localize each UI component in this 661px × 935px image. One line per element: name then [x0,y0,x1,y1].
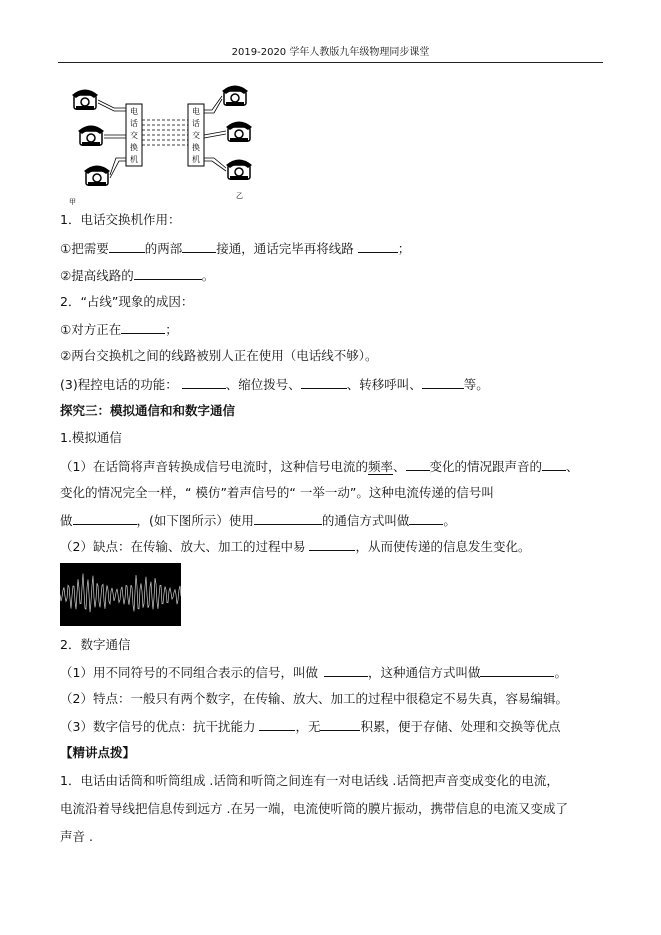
svg-text:交: 交 [192,131,200,140]
telephone-exchange-figure [64,80,274,210]
line-16: （2）特点：一般只有两个数字，在传输、放大、加工的过程中很稳定不易失真，容易编辑。 [60,691,568,706]
line-3: ②提高线路的 。 [60,268,215,283]
switch-left-char: 电 [130,107,138,116]
svg-text:话: 话 [192,119,200,128]
page-header [58,44,603,63]
line-9: 1.模拟通信 [60,430,122,445]
svg-text:电: 电 [192,107,200,116]
line-12: 做 ，(如下图所示）使用 的通信方式叫做 。 [60,513,456,528]
svg-text:换: 换 [192,143,200,152]
line-7: (3)程控电话的功能： 、缩位拨号、 、转移呼叫、 等。 [60,377,489,392]
line-11: 变化的情况完全一样，“ 模仿”着声信号的“ 一举一动”。这种电流传递的信号叫 [60,485,494,500]
line-17: （3）数字信号的优点：抗干扰能力 ，无 积累，便于存储、处理和交换等优点 [60,719,561,734]
line-10: （1）在话筒将声音转换成信号电流时，这种信号电流的频率、 变化的情况跟声音的 、 [60,459,579,474]
line-6: ②两台交换机之间的线路被别人正在使用（电话线不够）。 [60,348,378,363]
phone-icon [78,126,104,147]
line-21: 声音 . [60,829,93,844]
phone-icon [222,86,248,107]
line-1: 1．电话交换机作用： [60,212,181,227]
phone-icon [226,160,252,181]
phone-icon [84,166,110,187]
svg-text:机: 机 [130,155,138,164]
line-4: 2．“占线”现象的成因： [60,294,194,309]
phone-icon [226,122,252,143]
svg-text:交: 交 [130,131,138,140]
header-title: 2019-2020 学年人教版九年级物理同步课堂 [231,47,430,58]
line-20: 电流沿着导线把信息传到远方 .在另一端，电流使听筒的膜片振动，携带信息的电流又变成了 [60,801,568,816]
label-jia: 甲 [69,198,76,206]
phone-icon [72,90,98,111]
line-5: ①对方正在 ； [60,322,178,337]
label-yi: 乙 [236,192,243,200]
line-15: （1）用不同符号的不同组合表示的信号，叫做 ，这种通信方式叫做 。 [60,665,567,680]
tips-heading: 【精讲点拨】 [60,745,136,760]
line-13: （2）缺点：在传输、放大、加工的过程中易 ，从而使传递的信息发生变化。 [60,539,531,554]
section-heading: 探究三：模拟通信和和数字通信 [60,403,236,418]
analog-signal-waveform [60,563,181,626]
svg-text:机: 机 [192,155,200,164]
line-2: ①把需要 的两部 接通，通话完毕再将线路 ； [60,241,411,256]
line-14: 2．数字通信 [60,637,131,652]
line-19: 1．电话由话筒和听筒组成 .话筒和听筒之间连有一对电话线 .话筒把声音变成变化的电流， [60,773,559,788]
svg-text:话: 话 [130,119,138,128]
svg-text:换: 换 [130,143,138,152]
